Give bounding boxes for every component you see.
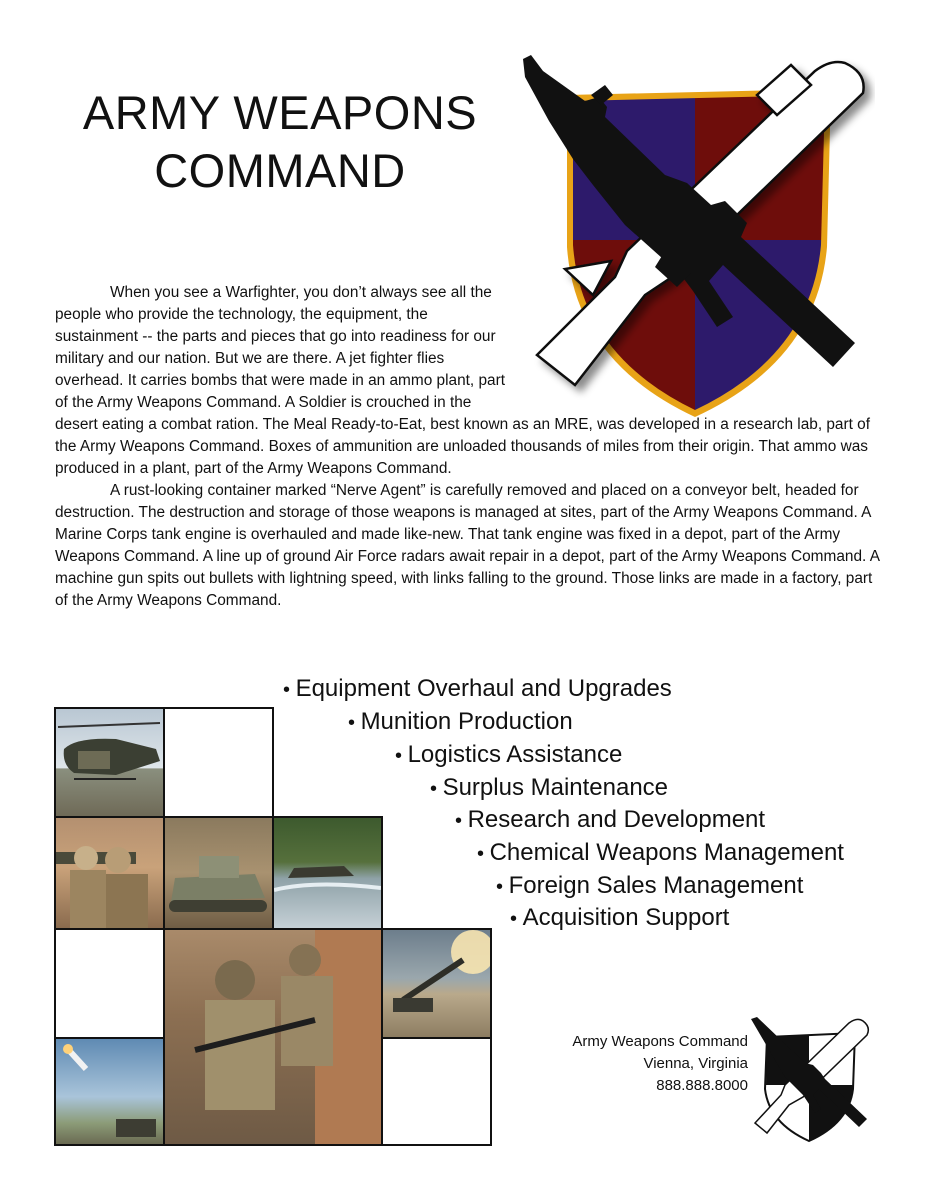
- paragraph-2: A rust-looking container marked “Nerve Agent” is carefully removed and placed on a conveyor belt, headed for destruction. The destruction and storage of those weapons is managed at sites, part of the Army Weapons Command. A Marine Corps tank engine is overhauled and made like-new. That tank engine was fixed in a depot, part of the Army Weapons Command. A line up of ground Air Force radars await repair in a depot, part of the Army Weapons Command. A machine gun spits out bullets with lightning speed, with links falling to the ground. Those links are made in a factory, part of the Army Weapons Command.: [55, 482, 880, 609]
- photo-missile-launch: [54, 1037, 165, 1146]
- photo-helicopter: [54, 707, 165, 818]
- empty-tile: [54, 928, 165, 1039]
- photo-soldiers-patrol: [163, 928, 383, 1146]
- photo-artillery: [381, 928, 492, 1039]
- photo-soldiers-launcher: [54, 816, 165, 930]
- service-item: • Acquisition Support: [510, 901, 729, 936]
- body-text: [55, 282, 885, 612]
- title-line-2: COMMAND: [154, 144, 406, 197]
- service-item: • Research and Development: [455, 803, 765, 838]
- photo-tank: [163, 816, 274, 930]
- empty-tile: [163, 707, 274, 818]
- contact-name: Army Weapons Command: [572, 1033, 748, 1050]
- contact-phone: 888.888.8000: [656, 1077, 748, 1094]
- service-item: • Munition Production: [348, 705, 573, 740]
- page-title: [60, 84, 500, 200]
- service-item: • Equipment Overhaul and Upgrades: [283, 672, 672, 707]
- service-item: • Logistics Assistance: [395, 738, 622, 773]
- photo-boat: [272, 816, 383, 930]
- service-item: • Chemical Weapons Management: [477, 836, 844, 871]
- service-item: • Foreign Sales Management: [496, 869, 803, 904]
- contact-location: Vienna, Virginia: [643, 1055, 748, 1072]
- paragraph-1: When you see a Warfighter, you don’t always see all the people who provide the technology, the equipment, the sustainment -- the parts and pieces that go into readiness for our military and our nation. But we are there. A jet fighter flies overhead. It carries bombs that were made in an ammo plant, part of the Army Weapons Command. A Soldier is crouched in the desert eating a combat ration. The Meal Ready-to-Eat, best known as an MRE, was developed in a research lab, part of the Army Weapons Command. Boxes of ammunition are unloaded thousands of miles from their origin. That ammo was produced in a plant, part of the Army Weapons Command.: [55, 284, 871, 477]
- contact-block: [520, 1031, 748, 1097]
- mini-emblem-icon: [745, 1015, 873, 1143]
- empty-tile: [381, 1037, 492, 1146]
- title-line-1: ARMY WEAPONS: [82, 86, 478, 139]
- emblem-spacer: [505, 282, 885, 412]
- service-item: • Surplus Maintenance: [430, 771, 668, 806]
